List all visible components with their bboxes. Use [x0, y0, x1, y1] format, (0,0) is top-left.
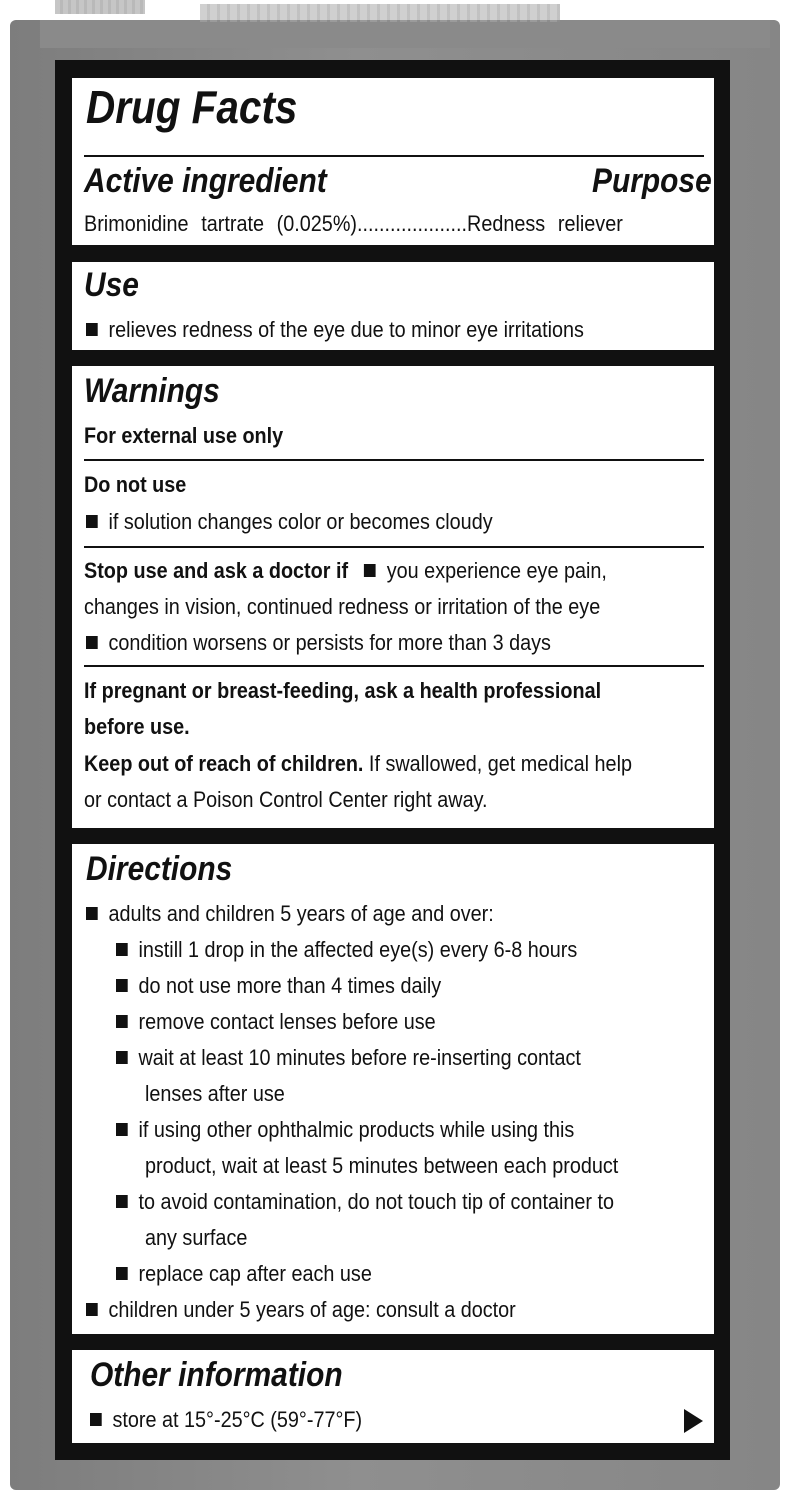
bullet-icon	[86, 636, 98, 649]
bullet-icon	[116, 1123, 128, 1136]
direction-item: if using other ophthalmic products while using this	[116, 1112, 574, 1148]
box-top-flap	[40, 20, 770, 48]
stop-use-line-1: Stop use and ask a doctor if you experience eye pain,	[84, 558, 607, 583]
direction-item: replace cap after each use	[116, 1256, 372, 1292]
box-top-print-left	[55, 0, 145, 14]
stop-use-item-2: condition worsens or persists for more than 3 days	[86, 625, 551, 661]
direction-item: remove contact lenses before use	[116, 1004, 436, 1040]
leader-dots: ....................	[357, 211, 468, 236]
pregnant-warning-1: If pregnant or breast-feeding, ask a health professional	[84, 678, 602, 703]
direction-item: to avoid contamination, do not touch tip of container to	[116, 1184, 614, 1220]
do-not-use-heading: Do not use	[84, 472, 187, 497]
bullet-icon	[116, 943, 128, 956]
direction-item-continued: lenses after use	[145, 1081, 285, 1106]
storage-item: store at 15°-25°C (59°-77°F)	[90, 1402, 362, 1438]
keep-out-line-2: or contact a Poison Control Center right away.	[84, 787, 488, 812]
direction-item: do not use more than 4 times daily	[116, 968, 441, 1004]
divider	[84, 665, 704, 667]
active-ingredient-row	[84, 206, 623, 242]
directions-section	[72, 844, 714, 1334]
use-section	[72, 262, 714, 350]
other-information-heading: Other information	[90, 1356, 343, 1394]
bullet-icon	[116, 979, 128, 992]
divider	[84, 546, 704, 548]
use-item: relieves redness of the eye due to minor eye irritations	[86, 312, 584, 348]
direction-item: wait at least 10 minutes before re-inserting contact	[116, 1040, 581, 1076]
box-top-print	[200, 4, 560, 22]
direction-item-continued: any surface	[145, 1225, 248, 1250]
bullet-icon	[86, 323, 98, 336]
stop-use-line-2: changes in vision, continued redness or irritation of the eye	[84, 594, 601, 619]
ingredient-purpose: Redness reliever	[467, 211, 623, 236]
bullet-icon	[116, 1015, 128, 1028]
direction-item: instill 1 drop in the affected eye(s) every 6-8 hours	[116, 932, 577, 968]
continue-arrow-icon	[682, 1408, 704, 1434]
warnings-section	[72, 366, 714, 828]
external-use-text: For external use only	[84, 423, 284, 448]
ingredient-name: Brimonidine tartrate (0.025%)	[84, 211, 358, 236]
bullet-icon	[116, 1267, 128, 1280]
divider	[84, 155, 704, 157]
stop-use-heading: Stop use and ask a doctor if	[84, 558, 349, 583]
divider	[84, 459, 704, 461]
use-heading: Use	[84, 266, 139, 304]
bullet-icon	[90, 1413, 102, 1426]
bullet-icon	[86, 1303, 98, 1316]
bullet-icon	[86, 907, 98, 920]
direction-item-continued: product, wait at least 5 minutes between each product	[145, 1153, 619, 1178]
directions-heading: Directions	[86, 850, 233, 888]
active-ingredient-heading: Active ingredient	[84, 162, 327, 200]
bullet-icon	[116, 1051, 128, 1064]
bullet-icon	[86, 515, 98, 528]
bullet-icon	[364, 564, 376, 577]
bullet-icon	[116, 1195, 128, 1208]
warnings-heading: Warnings	[84, 372, 220, 410]
do-not-use-item: if solution changes color or becomes cloudy	[86, 504, 493, 540]
purpose-heading: Purpose	[592, 162, 712, 200]
directions-adults: adults and children 5 years of age and over:	[86, 896, 494, 932]
drug-facts-section	[72, 78, 714, 245]
other-information-section	[72, 1350, 714, 1443]
drug-facts-title: Drug Facts	[86, 81, 298, 133]
keep-out-line-1: Keep out of reach of children. If swallowed, get medical help	[84, 751, 632, 776]
pregnant-warning-2: before use.	[84, 714, 190, 739]
directions-children: children under 5 years of age: consult a doctor	[86, 1292, 516, 1328]
